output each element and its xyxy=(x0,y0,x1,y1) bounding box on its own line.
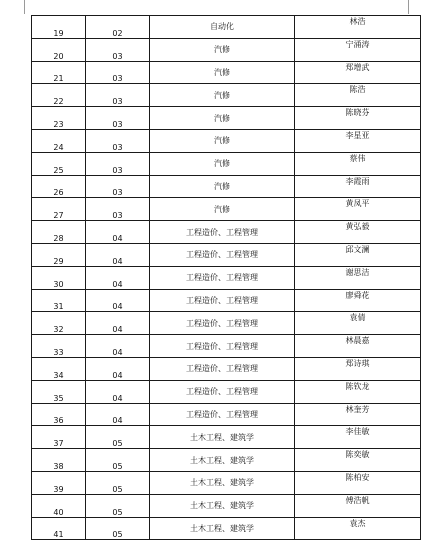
row-number-cell: 32 xyxy=(32,312,86,335)
table-row xyxy=(32,175,421,198)
name-cell: 李佳敏 xyxy=(295,426,421,449)
table-row xyxy=(32,357,421,380)
name-cell: 蔡伟 xyxy=(295,152,421,175)
major-cell: 工程造价、工程管理 xyxy=(150,289,295,312)
major-cell: 土木工程、建筑学 xyxy=(150,494,295,517)
major-cell: 土木工程、建筑学 xyxy=(150,449,295,472)
row-number-cell: 34 xyxy=(32,357,86,380)
name-cell: 陈钦龙 xyxy=(295,380,421,403)
group-code-cell: 03 xyxy=(86,175,150,198)
table-row xyxy=(32,107,421,130)
group-code-cell: 05 xyxy=(86,471,150,494)
table-row xyxy=(32,61,421,84)
roster-table xyxy=(31,15,421,540)
major-cell: 汽修 xyxy=(150,61,295,84)
table-row xyxy=(32,221,421,244)
group-code-cell: 03 xyxy=(86,61,150,84)
row-number-cell: 40 xyxy=(32,494,86,517)
major-cell: 土木工程、建筑学 xyxy=(150,471,295,494)
table-row xyxy=(32,243,421,266)
table-row xyxy=(32,335,421,358)
major-cell: 汽修 xyxy=(150,129,295,152)
row-number-cell: 22 xyxy=(32,84,86,107)
name-cell: 林浩 xyxy=(295,16,421,39)
major-cell: 汽修 xyxy=(150,84,295,107)
group-code-cell: 03 xyxy=(86,84,150,107)
major-cell: 工程造价、工程管理 xyxy=(150,403,295,426)
name-cell: 袁杰 xyxy=(295,517,421,540)
row-number-cell: 29 xyxy=(32,243,86,266)
name-cell: 林奎芳 xyxy=(295,403,421,426)
table-row xyxy=(32,129,421,152)
row-number-cell: 37 xyxy=(32,426,86,449)
group-code-cell: 05 xyxy=(86,426,150,449)
table-row xyxy=(32,449,421,472)
row-number-cell: 20 xyxy=(32,38,86,61)
group-code-cell: 03 xyxy=(86,152,150,175)
group-code-cell: 04 xyxy=(86,266,150,289)
group-code-cell: 03 xyxy=(86,198,150,221)
row-number-cell: 35 xyxy=(32,380,86,403)
page-corner-mark-left xyxy=(24,0,25,14)
table-row xyxy=(32,380,421,403)
row-number-cell: 30 xyxy=(32,266,86,289)
name-cell: 李星亚 xyxy=(295,129,421,152)
row-number-cell: 24 xyxy=(32,129,86,152)
row-number-cell: 31 xyxy=(32,289,86,312)
row-number-cell: 23 xyxy=(32,107,86,130)
major-cell: 工程造价、工程管理 xyxy=(150,221,295,244)
group-code-cell: 04 xyxy=(86,380,150,403)
table-row xyxy=(32,38,421,61)
row-number-cell: 36 xyxy=(32,403,86,426)
table-row xyxy=(32,152,421,175)
group-code-cell: 03 xyxy=(86,38,150,61)
group-code-cell: 04 xyxy=(86,289,150,312)
name-cell: 陈柏安 xyxy=(295,471,421,494)
table-row xyxy=(32,266,421,289)
row-number-cell: 38 xyxy=(32,449,86,472)
row-number-cell: 21 xyxy=(32,61,86,84)
major-cell: 汽修 xyxy=(150,152,295,175)
name-cell: 郑增武 xyxy=(295,61,421,84)
row-number-cell: 27 xyxy=(32,198,86,221)
row-number-cell: 28 xyxy=(32,221,86,244)
group-code-cell: 04 xyxy=(86,357,150,380)
name-cell: 李霞雨 xyxy=(295,175,421,198)
name-cell: 邱文澜 xyxy=(295,243,421,266)
group-code-cell: 03 xyxy=(86,107,150,130)
name-cell: 宁涌涛 xyxy=(295,38,421,61)
table-row xyxy=(32,426,421,449)
name-cell: 陈浩 xyxy=(295,84,421,107)
group-code-cell: 04 xyxy=(86,403,150,426)
table-row xyxy=(32,289,421,312)
table-row xyxy=(32,471,421,494)
row-number-cell: 39 xyxy=(32,471,86,494)
major-cell: 土木工程、建筑学 xyxy=(150,426,295,449)
name-cell: 郑诗琪 xyxy=(295,357,421,380)
name-cell: 陈晓芬 xyxy=(295,107,421,130)
major-cell: 汽修 xyxy=(150,175,295,198)
name-cell: 廖舜花 xyxy=(295,289,421,312)
name-cell: 袁倩 xyxy=(295,312,421,335)
table-row xyxy=(32,494,421,517)
group-code-cell: 04 xyxy=(86,335,150,358)
name-cell: 谢思洁 xyxy=(295,266,421,289)
name-cell: 林晨嘉 xyxy=(295,335,421,358)
major-cell: 工程造价、工程管理 xyxy=(150,266,295,289)
major-cell: 自动化 xyxy=(150,16,295,39)
table-row xyxy=(32,517,421,540)
row-number-cell: 26 xyxy=(32,175,86,198)
table-row xyxy=(32,403,421,426)
row-number-cell: 41 xyxy=(32,517,86,540)
roster-body xyxy=(32,16,421,540)
major-cell: 工程造价、工程管理 xyxy=(150,243,295,266)
major-cell: 工程造价、工程管理 xyxy=(150,312,295,335)
group-code-cell: 04 xyxy=(86,312,150,335)
row-number-cell: 25 xyxy=(32,152,86,175)
group-code-cell: 05 xyxy=(86,494,150,517)
page-corner-mark-right xyxy=(408,0,409,14)
major-cell: 工程造价、工程管理 xyxy=(150,357,295,380)
major-cell: 汽修 xyxy=(150,198,295,221)
group-code-cell: 04 xyxy=(86,243,150,266)
group-code-cell: 03 xyxy=(86,129,150,152)
row-number-cell: 33 xyxy=(32,335,86,358)
group-code-cell: 02 xyxy=(86,16,150,39)
name-cell: 黄凤平 xyxy=(295,198,421,221)
major-cell: 汽修 xyxy=(150,107,295,130)
major-cell: 土木工程、建筑学 xyxy=(150,517,295,540)
major-cell: 汽修 xyxy=(150,38,295,61)
group-code-cell: 04 xyxy=(86,221,150,244)
table-row xyxy=(32,16,421,39)
table-row xyxy=(32,84,421,107)
name-cell: 陈奕敏 xyxy=(295,449,421,472)
name-cell: 傅浩帆 xyxy=(295,494,421,517)
table-row xyxy=(32,312,421,335)
row-number-cell: 19 xyxy=(32,16,86,39)
major-cell: 工程造价、工程管理 xyxy=(150,335,295,358)
table-row xyxy=(32,198,421,221)
name-cell: 黄弘毅 xyxy=(295,221,421,244)
group-code-cell: 05 xyxy=(86,449,150,472)
major-cell: 工程造价、工程管理 xyxy=(150,380,295,403)
group-code-cell: 05 xyxy=(86,517,150,540)
